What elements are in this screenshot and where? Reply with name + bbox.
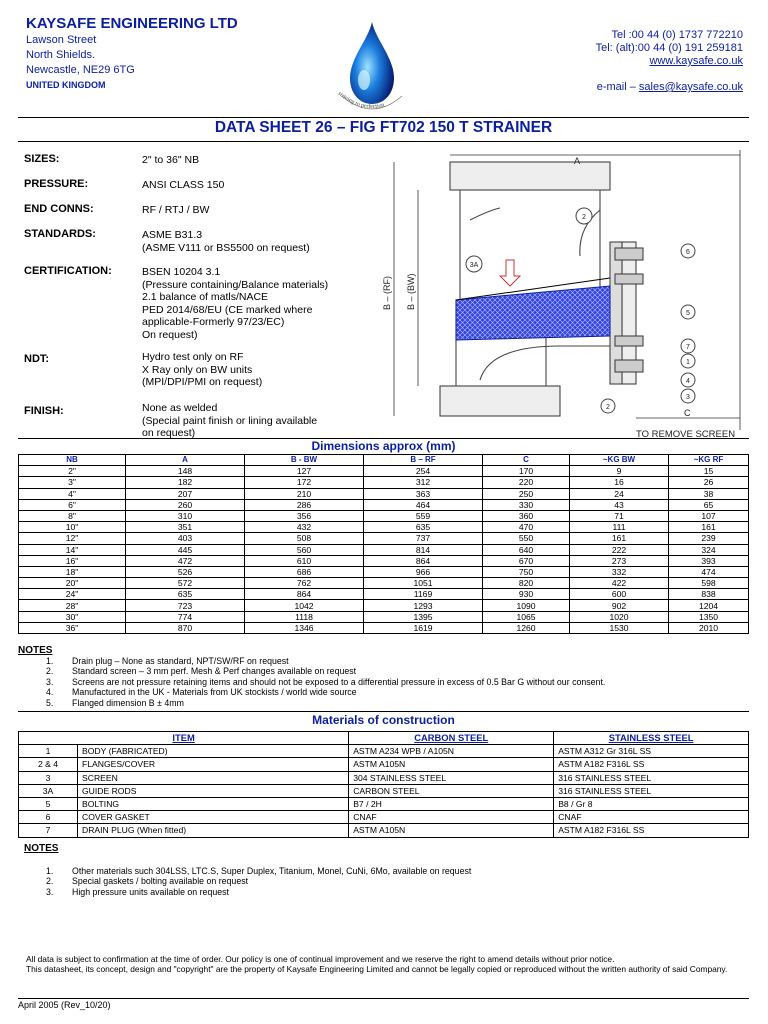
table-cell: 220	[483, 477, 570, 488]
table-cell: 902	[570, 600, 669, 611]
revision-date: April 2005 (Rev_10/20)	[18, 1000, 111, 1010]
table-cell: 36"	[19, 622, 126, 633]
callout: 6	[686, 249, 690, 256]
table-cell: 260	[126, 499, 245, 510]
table-cell: 210	[245, 488, 364, 499]
table-cell: 24	[570, 488, 669, 499]
note-item	[46, 677, 605, 687]
table-cell: GUIDE RODS	[78, 784, 349, 797]
note-text: Standard screen – 3 mm perf. Mesh & Perf changes available on request	[72, 666, 357, 677]
table-cell: 670	[483, 555, 570, 566]
note-number: 2.	[46, 876, 54, 887]
notes-list	[46, 656, 605, 708]
table-cell: ASTM A182 F316L SS	[554, 824, 749, 837]
table-cell: BOLTING	[78, 797, 349, 810]
table-cell: 762	[245, 578, 364, 589]
spec-value-standards: ASME B31.3 (ASME V111 or BS5500 on request)	[142, 229, 310, 254]
spec-label-finish: FINISH:	[24, 405, 64, 417]
table-cell: 598	[669, 578, 749, 589]
dim-label-b-bw: B – (BW)	[406, 273, 416, 310]
table-cell: 820	[483, 578, 570, 589]
water-drop-logo-icon	[320, 18, 420, 118]
table-cell: B7 / 2H	[349, 797, 554, 810]
table-cell: 422	[570, 578, 669, 589]
spec-label-certification: CERTIFICATION:	[24, 265, 112, 277]
table-cell: 16"	[19, 555, 126, 566]
spec-label-ndt: NDT:	[24, 353, 50, 365]
table-cell: 3A	[19, 784, 78, 797]
table-cell: ASTM A182 F316L SS	[554, 758, 749, 771]
table-cell: 38	[669, 488, 749, 499]
table-cell: B8 / Gr 8	[554, 797, 749, 810]
table-cell: 1530	[570, 622, 669, 633]
table-cell: 432	[245, 522, 364, 533]
table-cell: 148	[126, 466, 245, 477]
column-header: ~KG RF	[669, 455, 749, 466]
column-header: B – RF	[364, 455, 483, 466]
table-cell: 470	[483, 522, 570, 533]
table-cell: 610	[245, 555, 364, 566]
table-row	[19, 784, 749, 797]
table-cell: 1090	[483, 600, 570, 611]
notes-list	[46, 866, 471, 897]
table-cell: 16	[570, 477, 669, 488]
table-cell: 5	[19, 797, 78, 810]
table-cell: 3"	[19, 477, 126, 488]
table-header-row	[19, 455, 749, 466]
table-row	[19, 758, 749, 771]
callout: 3	[686, 394, 690, 401]
table-cell: 1051	[364, 578, 483, 589]
table-cell: 8"	[19, 510, 126, 521]
table-cell: ASTM A105N	[349, 758, 554, 771]
table-cell: 870	[126, 622, 245, 633]
note-item	[46, 687, 605, 697]
table-cell: 273	[570, 555, 669, 566]
table-cell: 635	[126, 589, 245, 600]
company-address	[26, 33, 135, 93]
table-cell: 107	[669, 510, 749, 521]
table-cell: BODY (FABRICATED)	[78, 745, 349, 758]
company-name: KAYSAFE ENGINEERING LTD	[26, 15, 238, 32]
table-row	[19, 555, 749, 566]
table-cell: 464	[364, 499, 483, 510]
table-row	[19, 600, 749, 611]
note-item	[46, 887, 471, 897]
drawing-caption: TO REMOVE SCREEN	[636, 429, 736, 440]
column-header: A	[126, 455, 245, 466]
table-cell: 572	[126, 578, 245, 589]
table-cell: 10"	[19, 522, 126, 533]
table-row	[19, 488, 749, 499]
table-cell: 635	[364, 522, 483, 533]
table-cell: 356	[245, 510, 364, 521]
materials-title: Materials of construction	[312, 713, 455, 727]
website-link[interactable]: www.kaysafe.co.uk	[649, 55, 743, 67]
address-line: North Shields.	[26, 49, 96, 61]
note-text: Other materials such 304LSS, LTC.S, Super Duplex, Titanium, Monel, CuNi, 6Mo, available on request	[72, 866, 472, 876]
table-cell: 472	[126, 555, 245, 566]
table-row	[19, 578, 749, 589]
note-item	[46, 866, 471, 876]
materials-table	[18, 731, 749, 838]
table-cell: CNAF	[554, 811, 749, 824]
table-row	[19, 510, 749, 521]
table-cell: 161	[669, 522, 749, 533]
logo-slogan: striving to perfection	[336, 90, 386, 111]
address-line: Newcastle, NE29 6TG	[26, 64, 135, 76]
note-item	[46, 656, 605, 666]
table-cell: 9	[570, 466, 669, 477]
note-text: Flanged dimension B ± 4mm	[72, 697, 184, 708]
table-cell: 686	[245, 566, 364, 577]
table-cell: 723	[126, 600, 245, 611]
table-cell: 445	[126, 544, 245, 555]
table-cell: 351	[126, 522, 245, 533]
table-row	[19, 466, 749, 477]
note-number: 1.	[46, 866, 54, 876]
table-cell: 526	[126, 566, 245, 577]
address-line: Lawson Street	[26, 34, 97, 46]
note-text: High pressure units available on request	[72, 886, 229, 897]
address-country: UNITED KINGDOM	[26, 80, 106, 90]
table-cell: ASTM A312 Gr 316L SS	[554, 745, 749, 758]
table-cell: COVER GASKET	[78, 811, 349, 824]
table-row	[19, 522, 749, 533]
table-cell: 28"	[19, 600, 126, 611]
table-cell: FLANGES/COVER	[78, 758, 349, 771]
table-cell: 1169	[364, 589, 483, 600]
table-header-row	[19, 732, 749, 745]
table-cell: 640	[483, 544, 570, 555]
table-cell: 550	[483, 533, 570, 544]
table-cell: 1293	[364, 600, 483, 611]
note-text: Drain plug – None as standard, NPT/SW/RF on request	[72, 656, 289, 666]
table-cell: 20"	[19, 578, 126, 589]
table-cell: 286	[245, 499, 364, 510]
divider	[18, 711, 749, 712]
table-cell: 814	[364, 544, 483, 555]
table-row	[19, 797, 749, 810]
table-cell: 1065	[483, 611, 570, 622]
table-row	[19, 811, 749, 824]
note-text: Special gaskets / bolting available on request	[72, 876, 249, 887]
table-cell: 1395	[364, 611, 483, 622]
note-number: 3.	[46, 886, 54, 897]
table-cell: 1	[19, 745, 78, 758]
table-cell: 1350	[669, 611, 749, 622]
dim-label-b-rf: B – (RF)	[382, 275, 392, 310]
spec-value-end-conns: RF / RTJ / BW	[142, 204, 210, 216]
table-cell: 4"	[19, 488, 126, 499]
note-item	[46, 698, 605, 708]
dim-label-c: C	[684, 408, 691, 418]
table-row	[19, 745, 749, 758]
note-text: Screens are not pressure retaining items and should not be exposed to a differential pressure in excess of 0.5 Bar G without our consent.	[72, 676, 606, 687]
divider	[18, 117, 749, 118]
column-header: ITEM	[19, 732, 349, 745]
note-number: 3.	[46, 676, 54, 687]
callout: 2	[582, 214, 586, 221]
table-cell: 161	[570, 533, 669, 544]
table-cell: 304 STAINLESS STEEL	[349, 771, 554, 784]
table-cell: 1619	[364, 622, 483, 633]
table-cell: 14"	[19, 544, 126, 555]
table-cell: 18"	[19, 566, 126, 577]
table-cell: CARBON STEEL	[349, 784, 554, 797]
table-cell: SCREEN	[78, 771, 349, 784]
table-row	[19, 533, 749, 544]
table-cell: 1042	[245, 600, 364, 611]
table-cell: 332	[570, 566, 669, 577]
divider	[18, 998, 749, 999]
table-cell: 111	[570, 522, 669, 533]
table-cell: 12"	[19, 533, 126, 544]
table-cell: 239	[669, 533, 749, 544]
callout: 4	[686, 378, 690, 385]
table-cell: 316 STAINLESS STEEL	[554, 784, 749, 797]
table-row	[19, 771, 749, 784]
email-label: e-mail –	[596, 81, 639, 93]
divider	[18, 141, 749, 142]
spec-value-certification: BSEN 10204 3.1 (Pressure containing/Balance materials) 2.1 balance of matls/NACE PED 2014/68/EU (CE marked where applicable-Formerly 97/23/EC) On request)	[142, 266, 329, 341]
table-cell: 65	[669, 499, 749, 510]
table-cell: 966	[364, 566, 483, 577]
table-cell: 559	[364, 510, 483, 521]
spec-label-sizes: SIZES:	[24, 153, 60, 165]
table-row	[19, 611, 749, 622]
notes-heading: NOTES	[18, 645, 53, 656]
callout: 5	[686, 310, 690, 317]
note-number: 2.	[46, 666, 54, 677]
callout: 3A	[469, 262, 479, 269]
table-cell: 127	[245, 466, 364, 477]
disclaimer-line: This datasheet, its concept, design and "copyright" are the property of Kaysafe Engineering Limited and cannot be legally copied or reproduced without the written authority of said Company.	[26, 964, 728, 974]
column-header: ~KG BW	[570, 455, 669, 466]
table-cell: 170	[483, 466, 570, 477]
callout: 1	[686, 359, 690, 366]
table-row	[19, 544, 749, 555]
table-cell: 172	[245, 477, 364, 488]
table-row	[19, 824, 749, 837]
note-text: Manufactured in the UK - Materials from UK stockists / world wide source	[72, 687, 357, 698]
spec-value-pressure: ANSI CLASS 150	[142, 179, 225, 191]
page-title: DATA SHEET 26 – FIG FT702 150 T STRAINER	[214, 119, 553, 136]
table-row	[19, 622, 749, 633]
table-cell: 360	[483, 510, 570, 521]
table-cell: 1118	[245, 611, 364, 622]
strainer-drawing	[360, 150, 750, 440]
note-item	[46, 666, 605, 676]
email-link[interactable]: sales@kaysafe.co.uk	[638, 81, 743, 93]
spec-label-end-conns: END CONNS:	[24, 203, 94, 215]
spec-value-ndt: Hydro test only on RF X Ray only on BW units (MPI/DPI/PMI on request)	[142, 351, 263, 388]
table-cell: 930	[483, 589, 570, 600]
table-cell: 2"	[19, 466, 126, 477]
table-cell: 1260	[483, 622, 570, 633]
table-cell: 403	[126, 533, 245, 544]
table-row	[19, 499, 749, 510]
table-cell: 474	[669, 566, 749, 577]
column-header: B - BW	[245, 455, 364, 466]
note-number: 4.	[46, 687, 54, 698]
table-cell: 26	[669, 477, 749, 488]
column-header: C	[483, 455, 570, 466]
table-cell: 71	[570, 510, 669, 521]
table-cell: 838	[669, 589, 749, 600]
table-cell: 207	[126, 488, 245, 499]
table-cell: 43	[570, 499, 669, 510]
spec-label-pressure: PRESSURE:	[24, 178, 89, 190]
table-row	[19, 566, 749, 577]
table-cell: 6	[19, 811, 78, 824]
disclaimer	[26, 954, 748, 974]
table-cell: 24"	[19, 589, 126, 600]
table-cell: 1204	[669, 600, 749, 611]
notes-heading: NOTES	[24, 843, 59, 854]
table-cell: 310	[126, 510, 245, 521]
table-cell: 560	[245, 544, 364, 555]
dim-label-a: A	[574, 156, 581, 166]
column-header: STAINLESS STEEL	[554, 732, 749, 745]
table-cell: 324	[669, 544, 749, 555]
note-number: 5.	[46, 697, 54, 708]
callout: 2	[606, 404, 610, 411]
table-cell: 254	[364, 466, 483, 477]
table-cell: 393	[669, 555, 749, 566]
spec-label-standards: STANDARDS:	[24, 228, 96, 240]
table-cell: 1346	[245, 622, 364, 633]
table-cell: ASTM A234 WPB / A105N	[349, 745, 554, 758]
table-cell: 864	[245, 589, 364, 600]
table-cell: 330	[483, 499, 570, 510]
table-cell: ASTM A105N	[349, 824, 554, 837]
table-cell: 600	[570, 589, 669, 600]
table-cell: 250	[483, 488, 570, 499]
table-cell: 316 STAINLESS STEEL	[554, 771, 749, 784]
callout: 7	[686, 344, 690, 351]
spec-value-sizes: 2" to 36" NB	[142, 154, 200, 166]
table-cell: 15	[669, 466, 749, 477]
table-cell: 1020	[570, 611, 669, 622]
table-row	[19, 589, 749, 600]
note-item	[46, 876, 471, 886]
table-cell: 363	[364, 488, 483, 499]
column-header: NB	[19, 455, 126, 466]
table-cell: 312	[364, 477, 483, 488]
table-cell: 182	[126, 477, 245, 488]
table-cell: 30"	[19, 611, 126, 622]
table-row	[19, 477, 749, 488]
table-cell: 737	[364, 533, 483, 544]
table-cell: 222	[570, 544, 669, 555]
note-number: 1.	[46, 656, 54, 666]
table-cell: DRAIN PLUG (When fitted)	[78, 824, 349, 837]
table-cell: 774	[126, 611, 245, 622]
column-header: CARBON STEEL	[349, 732, 554, 745]
table-cell: 2 & 4	[19, 758, 78, 771]
table-cell: 864	[364, 555, 483, 566]
table-cell: CNAF	[349, 811, 554, 824]
table-cell: 750	[483, 566, 570, 577]
dimensions-title: Dimensions approx (mm)	[311, 439, 456, 453]
table-cell: 6"	[19, 499, 126, 510]
table-cell: 2010	[669, 622, 749, 633]
table-cell: 508	[245, 533, 364, 544]
disclaimer-line: All data is subject to confirmation at the time of order. Our policy is one of continual improvement and we reserve the right to amend details without prior notice.	[26, 954, 615, 964]
spec-value-finish: None as welded (Special paint finish or lining available on request)	[142, 402, 318, 439]
table-cell: 3	[19, 771, 78, 784]
dimensions-table	[18, 454, 749, 634]
contact-block	[596, 29, 743, 94]
telephone: Tel :00 44 (0) 1737 772210	[611, 29, 743, 41]
table-cell: 7	[19, 824, 78, 837]
telephone-alt: Tel: (alt):00 44 (0) 191 259181	[595, 42, 743, 54]
